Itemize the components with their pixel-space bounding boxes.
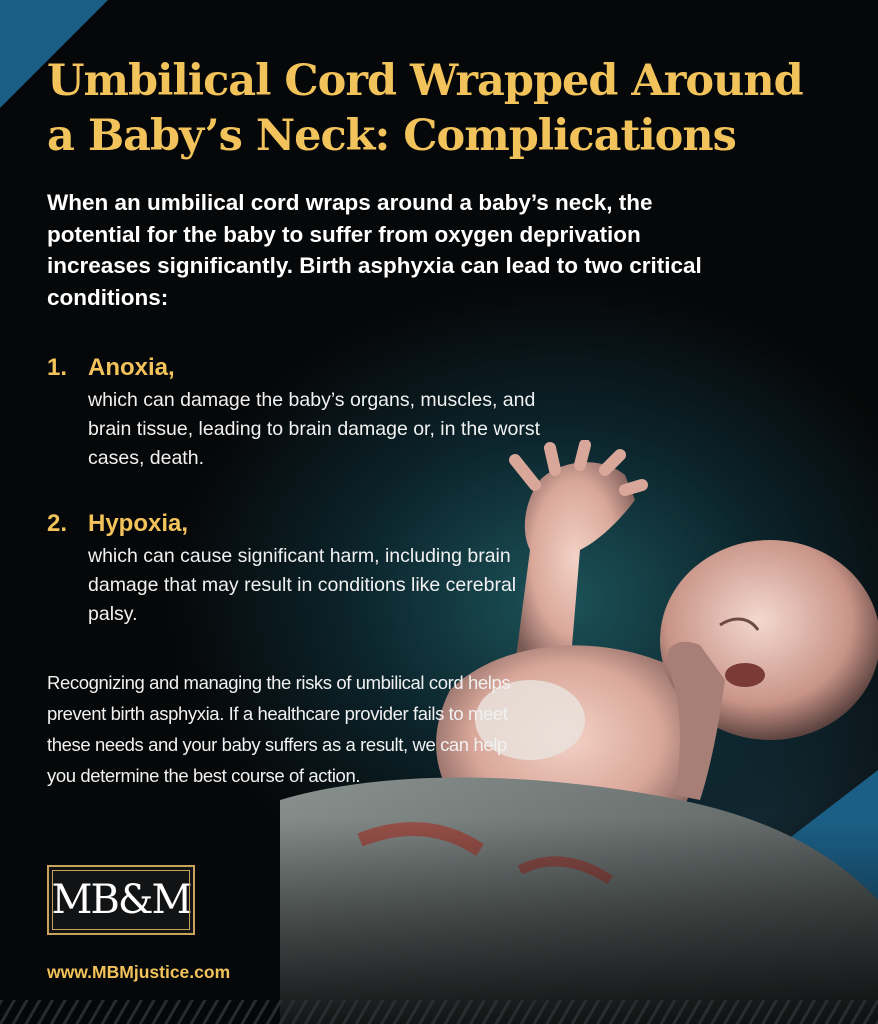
- condition-name: Anoxia,: [88, 354, 175, 381]
- mbm-logo[interactable]: [47, 865, 195, 935]
- condition-heading: [47, 353, 567, 383]
- condition-number: 2.: [47, 510, 68, 537]
- condition-name: Hypoxia,: [88, 510, 189, 537]
- decorative-stripes: [0, 1000, 878, 1024]
- page-title: [47, 54, 857, 164]
- title-line-2: a Baby’s Neck: Complications: [47, 111, 736, 161]
- condition-item-hypoxia: [47, 509, 547, 629]
- condition-heading: [47, 509, 547, 539]
- condition-description: which can cause significant harm, including brain damage that may result in conditions like cerebral palsy.: [88, 545, 517, 625]
- condition-description: which can damage the baby’s organs, muscles, and brain tissue, leading to brain damage or, in the worst cases, death.: [88, 389, 541, 469]
- condition-item-anoxia: [47, 353, 567, 473]
- website-link[interactable]: www.MBMjustice.com: [47, 962, 231, 982]
- logo-text: MB&M: [51, 877, 191, 923]
- condition-number: 1.: [47, 354, 68, 381]
- closing-paragraph: Recognizing and managing the risks of umbilical cord helps prevent birth asphyxia. If a healthcare provider fails to meet these needs and your baby suffers as a result, we can help you determine the best course of action.: [47, 672, 511, 786]
- intro-paragraph: When an umbilical cord wraps around a baby’s neck, the potential for the baby to suffer from oxygen deprivation increases significantly. Birth asphyxia can lead to two critical conditions:: [47, 190, 702, 310]
- title-line-1: Umbilical Cord Wrapped Around: [47, 56, 803, 106]
